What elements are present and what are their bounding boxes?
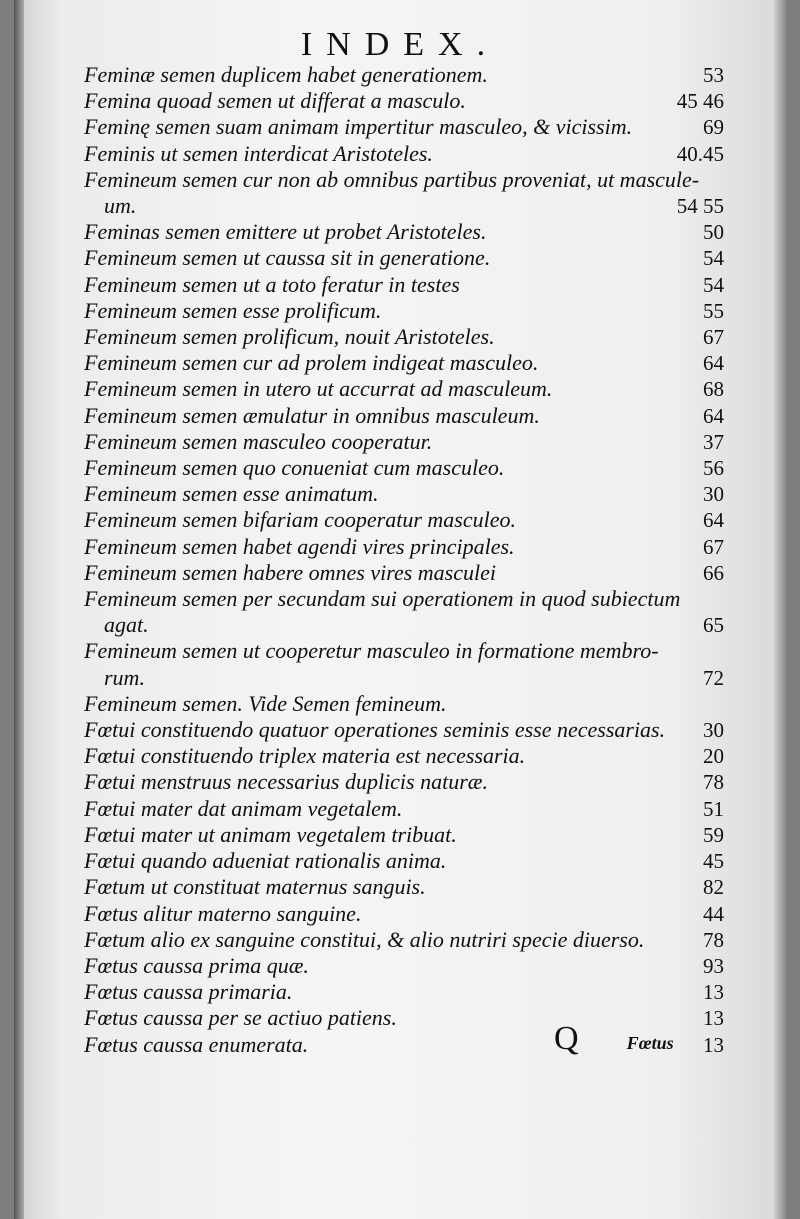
index-entry bbox=[84, 324, 724, 350]
entry-text: Feminas semen emittere ut probet Aristoteles. bbox=[84, 219, 487, 245]
entry-text: Femineum semen per secundam sui operationem in quod subiectum bbox=[84, 586, 681, 612]
entry-page-number: 13 bbox=[703, 980, 724, 1005]
entry-page-number: 67 bbox=[703, 534, 724, 559]
index-entry bbox=[84, 901, 724, 927]
entry-page-number: 53 bbox=[703, 63, 724, 87]
index-entry bbox=[84, 403, 724, 429]
catchword: Fœtus bbox=[626, 1033, 674, 1053]
entry-text: Fœtui mater dat animam vegetalem. bbox=[84, 795, 403, 821]
entry-text: Fœtus caussa prima quæ. bbox=[84, 952, 309, 978]
page-edge bbox=[774, 0, 786, 1219]
entry-text: Femineum semen ut cooperetur masculeo in formatione membro- bbox=[84, 638, 659, 664]
index-entry bbox=[84, 193, 724, 219]
entry-page-number: 78 bbox=[703, 770, 724, 795]
entry-text: Fœtus caussa primaria. bbox=[84, 979, 293, 1005]
index-entry bbox=[84, 350, 724, 376]
entry-text: Femineum semen quo conueniat cum masculeo. bbox=[84, 455, 505, 481]
entry-text: Fœtui mater ut animam vegetalem tribuat. bbox=[84, 821, 457, 847]
index-entry bbox=[84, 88, 724, 114]
entry-text: Femineum semen ut a toto feratur in testes bbox=[84, 271, 460, 297]
index-entry bbox=[84, 848, 724, 874]
index-entry bbox=[84, 534, 724, 560]
entry-page-number: 45 bbox=[703, 849, 724, 874]
entry-page-number: 64 bbox=[703, 508, 724, 533]
entry-text: Femineum semen prolificum, nouit Aristoteles. bbox=[84, 324, 495, 350]
index-entry bbox=[84, 429, 724, 455]
entry-page-number: 55 bbox=[703, 298, 724, 323]
index-entry bbox=[84, 272, 724, 298]
index-entry bbox=[84, 612, 724, 638]
entry-text: Fœtui constituendo quatuor operationes seminis esse necessarias. bbox=[84, 717, 666, 743]
index-entry bbox=[84, 586, 724, 612]
index-entry bbox=[84, 743, 724, 769]
index-entry bbox=[84, 691, 724, 717]
index-entry bbox=[84, 953, 724, 979]
index-entry bbox=[84, 376, 724, 402]
index-entry bbox=[84, 822, 724, 848]
index-entry bbox=[84, 874, 724, 900]
entry-text: Femina quoad semen ut differat a masculo. bbox=[84, 88, 466, 114]
entry-page-number: 13 bbox=[703, 1006, 724, 1031]
entry-page-number: 50 bbox=[703, 220, 724, 245]
entry-text: Femineum semen æmulatur in omnibus masculeum. bbox=[84, 402, 540, 428]
entry-page-number: 54 55 bbox=[676, 194, 724, 219]
entry-text: Femineum semen bifariam cooperatur masculeo. bbox=[84, 507, 516, 533]
entry-page-number: 65 bbox=[703, 613, 724, 638]
index-entry bbox=[84, 62, 724, 88]
index-entry bbox=[84, 560, 724, 586]
entry-page-number: 56 bbox=[703, 456, 724, 481]
entry-text: Fœtum alio ex sanguine constitui, & alio nutriri specie diuerso. bbox=[84, 926, 645, 952]
entry-text: Fœtui menstruus necessarius duplicis naturæ. bbox=[84, 769, 488, 795]
entry-text: um. bbox=[104, 193, 137, 219]
entry-text: Femineum semen masculeo cooperatur. bbox=[84, 428, 433, 454]
index-entry bbox=[84, 481, 724, 507]
entry-text: agat. bbox=[104, 612, 149, 638]
index-entry bbox=[84, 665, 724, 691]
entry-text: Fœtui quando adueniat rationalis anima. bbox=[84, 848, 447, 874]
entry-text: Feminis ut semen interdicat Aristoteles. bbox=[84, 140, 433, 166]
index-entry bbox=[84, 796, 724, 822]
entry-page-number: 30 bbox=[703, 718, 724, 743]
entry-text: Feminæ semen duplicem habet generationem. bbox=[84, 62, 488, 87]
entry-text: Femineum semen. Vide Semen femineum. bbox=[84, 690, 447, 716]
catchword-line bbox=[554, 1020, 674, 1058]
index-entries bbox=[84, 62, 724, 1058]
entry-page-number: 67 bbox=[703, 325, 724, 350]
entry-page-number: 93 bbox=[703, 953, 724, 978]
index-entry bbox=[84, 638, 724, 664]
entry-page-number: 45 46 bbox=[676, 89, 724, 114]
entry-text: Feminę semen suam animam impertitur masculeo, & vicissim. bbox=[84, 114, 633, 140]
entry-page-number: 82 bbox=[703, 875, 724, 900]
entry-text: Fœtum ut constituat maternus sanguis. bbox=[84, 874, 426, 900]
entry-text: Fœtus caussa enumerata. bbox=[84, 1031, 309, 1057]
index-entry bbox=[84, 114, 724, 140]
entry-page-number: 40.45 bbox=[676, 141, 724, 166]
index-entry bbox=[84, 219, 724, 245]
entry-page-number: 78 bbox=[703, 927, 724, 952]
book-page bbox=[14, 0, 786, 1219]
entry-page-number: 72 bbox=[703, 665, 724, 690]
page-header: INDEX. bbox=[300, 26, 500, 63]
entry-text: Fœtui constituendo triplex materia est necessaria. bbox=[84, 743, 526, 769]
entry-page-number: 69 bbox=[703, 115, 724, 140]
entry-page-number: 44 bbox=[703, 901, 724, 926]
entry-page-number: 30 bbox=[703, 482, 724, 507]
entry-text: Femineum semen cur non ab omnibus partibus proveniat, ut mascule- bbox=[84, 166, 700, 192]
entry-text: Femineum semen esse animatum. bbox=[84, 481, 379, 507]
entry-page-number: 64 bbox=[703, 403, 724, 428]
entry-text: Femineum semen ut caussa sit in generatione. bbox=[84, 245, 491, 271]
index-entry bbox=[84, 769, 724, 795]
index-entry bbox=[84, 927, 724, 953]
entry-text: Femineum semen in utero ut accurrat ad masculeum. bbox=[84, 376, 553, 402]
entry-page-number: 54 bbox=[703, 272, 724, 297]
entry-page-number: 59 bbox=[703, 822, 724, 847]
entry-text: rum. bbox=[104, 664, 145, 690]
index-entry bbox=[84, 141, 724, 167]
entry-text: Fœtus caussa per se actiuo patiens. bbox=[84, 1005, 397, 1031]
entry-page-number: 66 bbox=[703, 560, 724, 585]
entry-page-number: 37 bbox=[703, 429, 724, 454]
entry-text: Femineum semen habere omnes vires masculei bbox=[84, 559, 496, 585]
entry-text: Femineum semen esse prolificum. bbox=[84, 297, 382, 323]
index-entry bbox=[84, 507, 724, 533]
entry-page-number: 51 bbox=[703, 796, 724, 821]
signature-mark: Q bbox=[554, 1020, 579, 1057]
index-entry bbox=[84, 455, 724, 481]
entry-page-number: 64 bbox=[703, 351, 724, 376]
entry-page-number: 68 bbox=[703, 377, 724, 402]
entry-page-number: 54 bbox=[703, 246, 724, 271]
entry-page-number: 13 bbox=[703, 1032, 724, 1057]
index-entry bbox=[84, 167, 724, 193]
index-entry bbox=[84, 298, 724, 324]
entry-page-number: 20 bbox=[703, 744, 724, 769]
index-entry bbox=[84, 979, 724, 1005]
index-entry bbox=[84, 717, 724, 743]
entry-text: Femineum semen habet agendi vires principales. bbox=[84, 533, 515, 559]
entry-text: Fœtus alitur materno sanguine. bbox=[84, 900, 362, 926]
index-entry bbox=[84, 245, 724, 271]
entry-text: Femineum semen cur ad prolem indigeat masculeo. bbox=[84, 350, 539, 376]
